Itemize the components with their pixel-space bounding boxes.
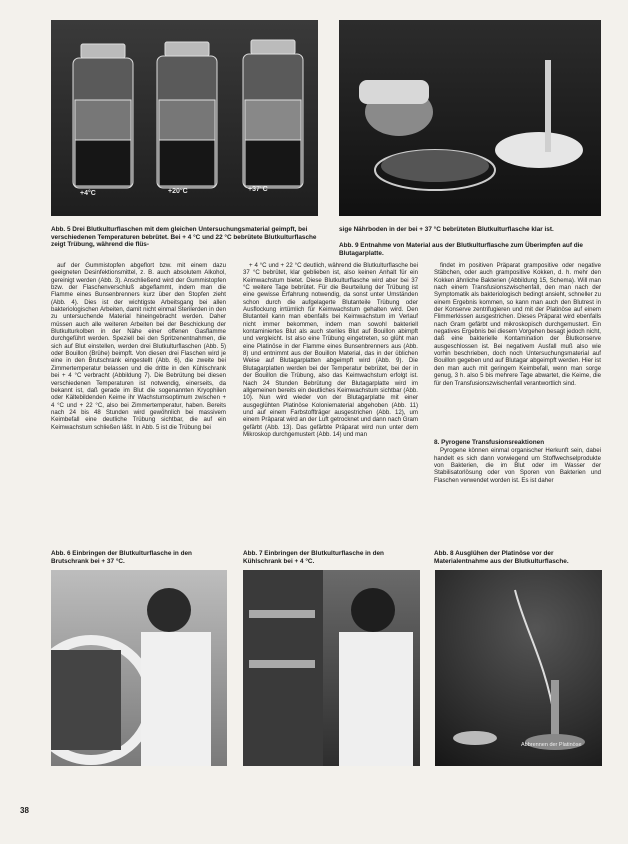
text-column-2: + 4 °C und + 22 °C deutlich, während die Blutkulturflasche bei 37 °C bebrütet, klar geblieben ist, also keinen Anhalt für ein Keimwachstum bietet. Diese Blutkulturflasche wird aber bei 37 °C weitere Tage bebrütet. Für die Beurteilung der Trübung ist eine gewisse Erfahrung notwendig, da sonst unter Umständen schon durch die aufgelagerte Blutanteile Trübung oder Ausflockung irrtümlich für Keimwachstum gehalten wird. Den Blutanteil kann man ebenfalls bei Keimwachstum im Verlauf nicht immer bekommen, indem man sowohl bakteriell kontaminiertes Blut als auch steriles Blut auf Bouillon abimpft und vergleicht. Ist also eine Trübung eingetreten, so glüht man eine Platinöse in der Flamme eines Bunsenbrenners aus (Abb. 8) und entnimmt aus der Bouillon Material, das in der üblichen Weise auf Blutagarplatten abgeimpft wird (Abb. 9). Die Blutagarplatten werden bei der Temperatur bebrütet, bei der in der Bouillon die Trübung, also das Keimwachstum erfolgt ist. Nach 24 Stunden Bebrütung der Blutagarplatte wird im allgemeinen bereits ein deutliches Keimwachstum sichtbar (Abb. 10). Nun wird wieder von der Blutagarplatte mit einer ausgeglühten Platinöse Koloniematerial abgehoben (Abb. 11) und auf einem Farbstoffträger ausgestrichen (Abb. 12), um einem Präparat wird an der Luft getrocknet und dann nach Gram gefärbt (Abb. 13). Das gefärbte Präparat wird nun unter dem Mikroskop durchgemustert (Abb. 14) und man bbox=[243, 262, 418, 438]
bottles-illustration bbox=[51, 20, 318, 216]
photo-platinum-loop bbox=[435, 570, 602, 766]
caption-abb8: Abb. 8 Ausglühen der Platinöse vor der Materialentnahme aus der Blutkulturflasche. bbox=[434, 550, 569, 565]
photo-incubator bbox=[51, 570, 227, 766]
section-heading: 8. Pyrogene Transfusionsreaktionen bbox=[434, 439, 545, 446]
text-column-1: auf der Gummistopfen abgeflort bzw. mit einem dazu geeigneten Desinfektionsmittel, z. B. auch absolutem Alkohol, gereinigt werden (Abb. 3). Anschließend wird der Gummistopfen bzw. der Flaschenverschluß abgeflammt, indem man die Flamme eines Bunsenbrenners kurz über den Stopfen zieht (Abb. 4). Dies ist der wichtigste Arbeitsgang bei allen bakteriologischen Arbeiten, damit nicht einmal Sterilerden in den zu untersuchende Material hineingebracht werden. Daher müssen auch alle weiteren Arbeiten bei der Beschickung der Blutkulturkolben in der Nähe einer offenen Gasflamme durchgeführt werden. Speziell bei den Spritzenentnahmen, die sich auf Blut einstellen, werden drei Blutkulturflaschen (Abb. 5) oder Bouillon (Brühe) beimpft. Von diesen drei Flaschen wird je eine in den Brutschrank eingestellt (Abb. 6), die zweite bei Zimmertemperatur belassen und die dritte in den Kühlschrank bei + 4 °C verbracht (Abbildung 7). Die Bebrütung bei diesen verschiedenen Temperaturen ist notwendig, einerseits, da bekannt ist, daß gerade im Blut die sogenannten Kryophilen oder Kältebildenden Keime ihr Wachstumsoptimum zwischen + 4 °C und + 22 °C, also bei Zimmertemperatur, haben. Bereits nach 24 bis 48 Stunden wird gewöhnlich bei massivem Keimbefall eine deutliche Trübung sichtbar, die auf ein Keimwachstum schließen läßt. In Abb. 5 ist die Trübung bei bbox=[51, 262, 226, 431]
photo-petri-dishes bbox=[339, 20, 601, 216]
page-number: 38 bbox=[20, 806, 29, 815]
caption-abb5: Abb. 5 Drei Blutkulturflaschen mit dem gleichen Untersuchungsmaterial geimpft, bei verschiedenen Temperaturen bebrütet. Bei + 4 °C und 22 °C bebrütete Blutkulturflasche zeigt Trübung, während die flüs- bbox=[51, 226, 317, 249]
petri-illustration bbox=[339, 20, 601, 216]
caption-abb5-cont: sige Nährboden in der bei + 37 °C bebrüteten Blutkulturflasche klar ist. bbox=[339, 226, 554, 233]
incubator-illustration bbox=[51, 570, 227, 766]
platinum-loop-illustration bbox=[435, 570, 602, 766]
temp-label-2: +20°C bbox=[168, 188, 188, 195]
refrigerator-illustration bbox=[243, 570, 420, 766]
photo-refrigerator bbox=[243, 570, 420, 766]
caption-abb7: Abb. 7 Einbringen der Blutkulturflasche in den Kühlschrank bei + 4 °C. bbox=[243, 550, 384, 565]
photo-label: Abbrennen der Platinöse bbox=[521, 742, 582, 748]
text-column-3: findet im positiven Präparat grampositive oder negative Stäbchen, oder auch grampositive Kokken, d. h. mehr den Kokken ähnliche Bakterien (Abbildung 15, Schema). Will man nach einem Transfusionszwischenfall, den man nach der Symptomatik als bakteriologisch bedingt ansieht, schneller zu einem Ergebnis kommen, so kann man auch den Blutrest in der Konserve zentrifugieren und mit der Platinöse auf einem Flimmerkissen ausgestrichen. Dieses Präparat wird ebenfalls nach Gram gefärbt und mikroskopisch durchgemustert. Ein negatives Ergebnis bei diesem Vorgehen besagt jedoch nicht, daß eine bakterielle Kontamination der Blutkonserve ausgeschlossen ist. Bei negativem Ausfall muß also wie vorhin beschrieben, doch noch Untersuchungsmaterial auf Bouillon gegeben und auf Blutagar abgeimpft werden. Hier ist den man auch mit geringem Keimbefall, wenn man sorge genug, 3 h. also 5 bis mehrere Tage abwartet, die Keime, die für den Transfusionszwischenfall verantwortlich sind. 8. Pyrogene Transfusionsreaktionen Pyrogene können einmal organischer Herkunft sein, dabei handelt es sich dann vorwiegend um Stoffwechselprodukte von Bakterien, die im Blut oder im Wasser der Stabilisatorlösung oder von Sporen von Bakterien und Flaschen verwendet worden ist. Es ist daher bbox=[434, 262, 601, 484]
photo-three-culture-bottles bbox=[51, 20, 318, 216]
temp-label-1: +4°C bbox=[80, 190, 96, 197]
caption-abb9: Abb. 9 Entnahme von Material aus der Blutkulturflasche zum Überimpfen auf die Blutagarplatte. bbox=[339, 242, 583, 257]
temp-label-3: +37°C bbox=[248, 186, 268, 193]
caption-abb6: Abb. 6 Einbringen der Blutkulturflasche in den Brutschrank bei + 37 °C. bbox=[51, 550, 192, 565]
